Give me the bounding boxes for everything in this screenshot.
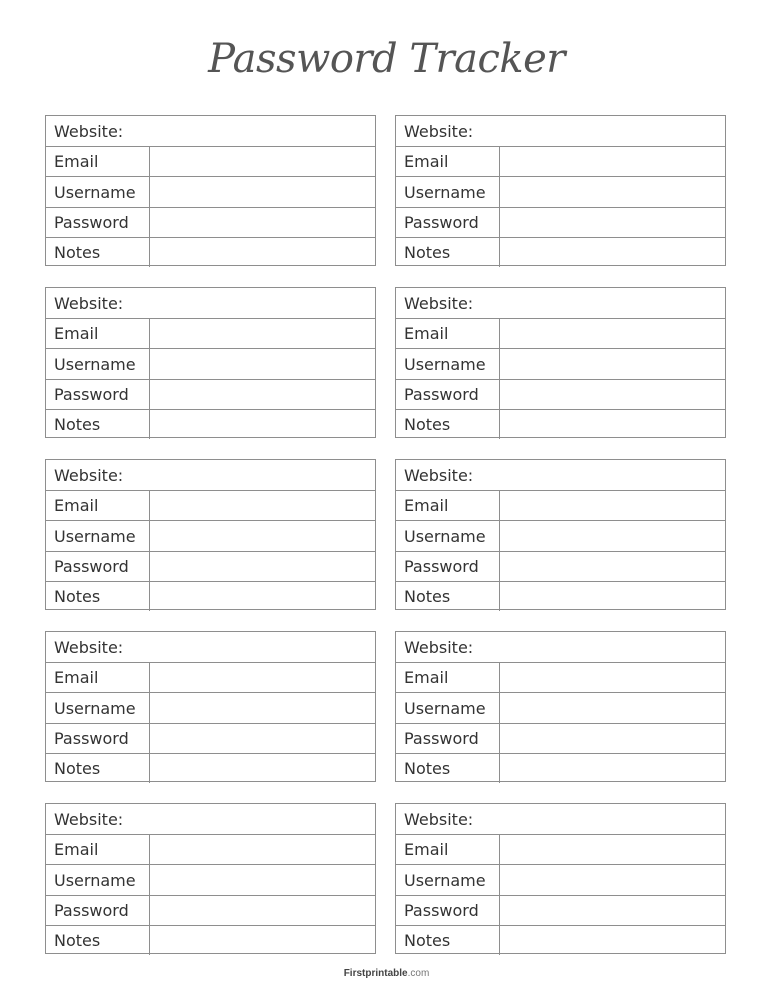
- notes-label: Notes: [404, 587, 451, 606]
- password-row: [46, 723, 375, 753]
- email-field[interactable]: [499, 147, 725, 176]
- notes-row: [46, 237, 375, 267]
- email-label: Email: [404, 496, 449, 515]
- website-row: [396, 632, 725, 662]
- email-field[interactable]: [499, 663, 725, 692]
- email-field[interactable]: [499, 319, 725, 348]
- notes-field[interactable]: [499, 926, 725, 955]
- notes-field[interactable]: [499, 238, 725, 267]
- notes-label: Notes: [54, 931, 101, 950]
- password-label: Password: [404, 901, 479, 920]
- username-row: [396, 692, 725, 723]
- password-row: [396, 379, 725, 409]
- email-field[interactable]: [149, 319, 375, 348]
- password-row: [46, 895, 375, 925]
- notes-row: [396, 753, 725, 783]
- password-row: [396, 723, 725, 753]
- website-label: Website:: [54, 121, 124, 141]
- notes-field[interactable]: [149, 238, 375, 267]
- notes-row: [396, 581, 725, 611]
- website-field[interactable]: [126, 460, 369, 490]
- notes-label: Notes: [54, 759, 101, 778]
- email-label: Email: [404, 324, 449, 343]
- website-field[interactable]: [476, 632, 719, 662]
- username-label: Username: [404, 526, 486, 546]
- password-entry-card: [45, 115, 376, 266]
- email-label: Email: [54, 496, 99, 515]
- password-field[interactable]: [499, 208, 725, 237]
- email-field[interactable]: [149, 491, 375, 520]
- email-field[interactable]: [149, 663, 375, 692]
- password-row: [396, 551, 725, 581]
- username-label: Username: [54, 870, 136, 890]
- website-field[interactable]: [476, 460, 719, 490]
- website-label: Website:: [404, 637, 474, 657]
- password-entry-card: [395, 631, 726, 782]
- notes-field[interactable]: [149, 410, 375, 439]
- email-row: [396, 662, 725, 692]
- username-field[interactable]: [149, 693, 375, 723]
- notes-row: [46, 925, 375, 955]
- password-entry-card: [395, 803, 726, 954]
- website-label: Website:: [404, 809, 474, 829]
- password-field[interactable]: [149, 380, 375, 409]
- username-label: Username: [404, 870, 486, 890]
- password-entry-card: [45, 287, 376, 438]
- password-field[interactable]: [499, 724, 725, 753]
- website-field[interactable]: [476, 116, 719, 146]
- website-label: Website:: [404, 293, 474, 313]
- password-field[interactable]: [149, 724, 375, 753]
- notes-label: Notes: [54, 415, 101, 434]
- username-row: [396, 176, 725, 207]
- notes-label: Notes: [54, 587, 101, 606]
- email-field[interactable]: [149, 835, 375, 864]
- username-field[interactable]: [149, 521, 375, 551]
- password-row: [46, 207, 375, 237]
- email-field[interactable]: [499, 835, 725, 864]
- website-label: Website:: [404, 465, 474, 485]
- footer-brand-tld: .com: [407, 968, 430, 979]
- username-label: Username: [54, 526, 136, 546]
- notes-row: [46, 581, 375, 611]
- password-field[interactable]: [149, 896, 375, 925]
- footer-brand: [0, 968, 773, 979]
- notes-row: [46, 753, 375, 783]
- password-label: Password: [404, 213, 479, 232]
- username-label: Username: [54, 698, 136, 718]
- password-entry-card: [395, 287, 726, 438]
- email-row: [396, 318, 725, 348]
- notes-label: Notes: [404, 931, 451, 950]
- website-row: [46, 632, 375, 662]
- username-row: [46, 176, 375, 207]
- password-field[interactable]: [499, 896, 725, 925]
- website-field[interactable]: [126, 804, 369, 834]
- website-row: [396, 288, 725, 318]
- website-row: [396, 460, 725, 490]
- email-label: Email: [54, 324, 99, 343]
- email-label: Email: [404, 152, 449, 171]
- email-label: Email: [54, 152, 99, 171]
- username-field[interactable]: [499, 349, 725, 379]
- username-row: [46, 864, 375, 895]
- website-row: [46, 460, 375, 490]
- website-field[interactable]: [126, 632, 369, 662]
- notes-field[interactable]: [149, 582, 375, 611]
- password-label: Password: [404, 729, 479, 748]
- username-label: Username: [54, 354, 136, 374]
- email-row: [396, 490, 725, 520]
- notes-row: [396, 925, 725, 955]
- notes-row: [396, 409, 725, 439]
- email-label: Email: [404, 668, 449, 687]
- page-title: Password Tracker: [208, 36, 565, 82]
- email-row: [46, 662, 375, 692]
- email-label: Email: [54, 668, 99, 687]
- password-label: Password: [54, 729, 129, 748]
- username-field[interactable]: [499, 521, 725, 551]
- password-row: [46, 379, 375, 409]
- username-field[interactable]: [499, 177, 725, 207]
- email-label: Email: [404, 840, 449, 859]
- website-label: Website:: [54, 465, 124, 485]
- password-label: Password: [404, 557, 479, 576]
- password-label: Password: [54, 557, 129, 576]
- password-entry-card: [395, 459, 726, 610]
- website-field[interactable]: [126, 288, 369, 318]
- notes-label: Notes: [404, 759, 451, 778]
- username-field[interactable]: [149, 177, 375, 207]
- username-row: [396, 520, 725, 551]
- website-row: [46, 804, 375, 834]
- username-field[interactable]: [499, 693, 725, 723]
- website-field[interactable]: [126, 116, 369, 146]
- username-label: Username: [54, 182, 136, 202]
- username-row: [46, 348, 375, 379]
- password-label: Password: [54, 901, 129, 920]
- email-row: [46, 834, 375, 864]
- footer-brand-name: Firstprintable: [343, 968, 408, 979]
- website-label: Website:: [404, 121, 474, 141]
- username-row: [46, 692, 375, 723]
- password-row: [396, 895, 725, 925]
- username-field[interactable]: [149, 349, 375, 379]
- notes-row: [396, 237, 725, 267]
- website-label: Website:: [54, 637, 124, 657]
- password-entry-card: [45, 459, 376, 610]
- email-row: [46, 146, 375, 176]
- email-row: [396, 146, 725, 176]
- website-field[interactable]: [476, 804, 719, 834]
- notes-field[interactable]: [499, 754, 725, 783]
- password-entry-card: [45, 803, 376, 954]
- password-entry-card: [45, 631, 376, 782]
- username-label: Username: [404, 698, 486, 718]
- email-row: [46, 490, 375, 520]
- password-row: [46, 551, 375, 581]
- email-label: Email: [54, 840, 99, 859]
- password-label: Password: [54, 213, 129, 232]
- password-label: Password: [54, 385, 129, 404]
- password-row: [396, 207, 725, 237]
- username-row: [396, 864, 725, 895]
- website-row: [396, 804, 725, 834]
- notes-field[interactable]: [499, 582, 725, 611]
- website-row: [396, 116, 725, 146]
- username-row: [396, 348, 725, 379]
- username-field[interactable]: [499, 865, 725, 895]
- website-field[interactable]: [476, 288, 719, 318]
- password-entry-card: [395, 115, 726, 266]
- website-row: [46, 116, 375, 146]
- password-field[interactable]: [149, 208, 375, 237]
- notes-field[interactable]: [499, 410, 725, 439]
- notes-row: [46, 409, 375, 439]
- username-field[interactable]: [149, 865, 375, 895]
- email-row: [46, 318, 375, 348]
- username-label: Username: [404, 182, 486, 202]
- website-row: [46, 288, 375, 318]
- username-label: Username: [404, 354, 486, 374]
- notes-field[interactable]: [149, 926, 375, 955]
- website-label: Website:: [54, 809, 124, 829]
- email-field[interactable]: [149, 147, 375, 176]
- email-row: [396, 834, 725, 864]
- notes-field[interactable]: [149, 754, 375, 783]
- password-label: Password: [404, 385, 479, 404]
- username-row: [46, 520, 375, 551]
- password-field[interactable]: [499, 552, 725, 581]
- notes-label: Notes: [404, 243, 451, 262]
- email-field[interactable]: [499, 491, 725, 520]
- notes-label: Notes: [54, 243, 101, 262]
- password-field[interactable]: [499, 380, 725, 409]
- password-field[interactable]: [149, 552, 375, 581]
- website-label: Website:: [54, 293, 124, 313]
- notes-label: Notes: [404, 415, 451, 434]
